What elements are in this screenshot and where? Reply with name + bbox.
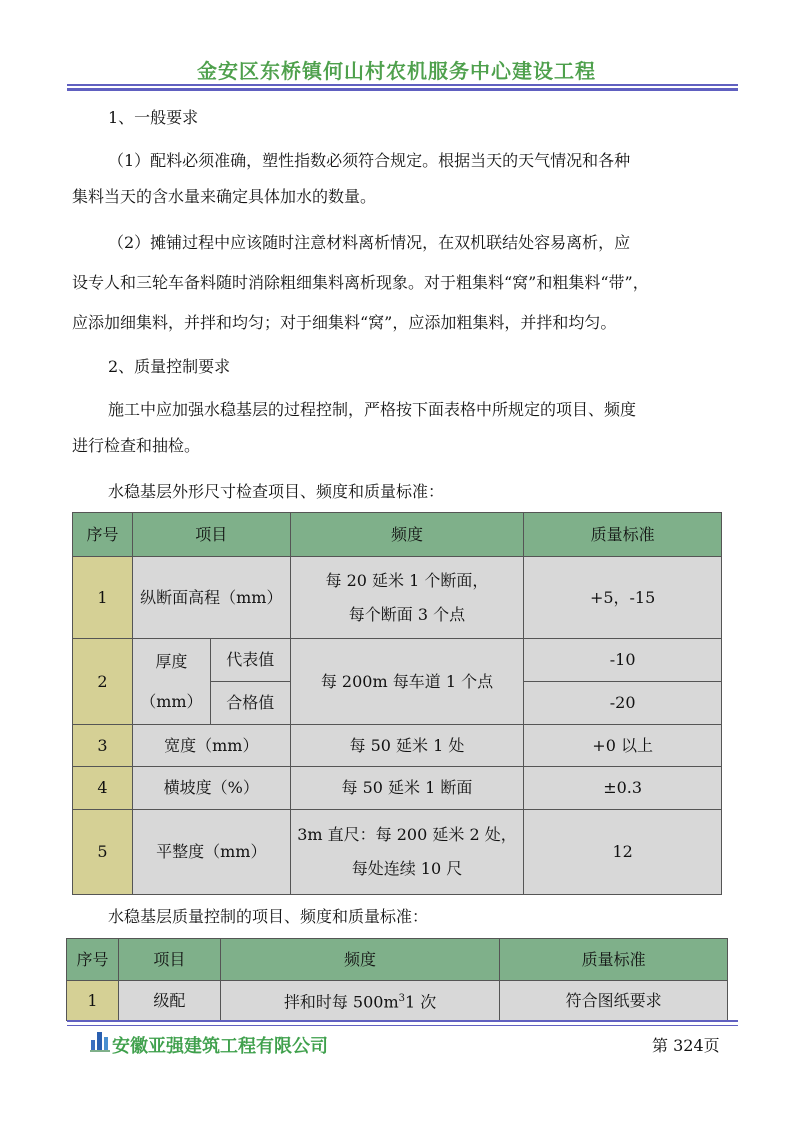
frequency-suffix: 1 次 xyxy=(405,992,437,1012)
header-cell-frequency: 频度 xyxy=(220,939,500,981)
sub-item-qualified: 合格值 xyxy=(210,682,290,725)
paragraph-2-line-2: 设专人和三轮车备料随时消除粗细集料离析现象。对于粗集料“窝”和粗集料“带”， xyxy=(72,273,649,292)
row-item: 纵断面高程（mm） xyxy=(132,557,290,639)
header-cell-index: 序号 xyxy=(67,939,119,981)
quality-control-table xyxy=(66,938,728,1021)
row-standard: 符合图纸要求 xyxy=(500,981,728,1021)
row-frequency xyxy=(220,981,500,1021)
header-cell-standard: 质量标准 xyxy=(500,939,728,981)
row-frequency: 每 200m 每车道 1 个点 xyxy=(290,639,524,725)
row-item: 宽度（mm） xyxy=(132,725,290,767)
row-index: 5 xyxy=(73,810,133,895)
dimension-check-table xyxy=(72,512,722,895)
row-index: 2 xyxy=(73,639,133,725)
header-title: 金安区东桥镇何山村农机服务中心建设工程 xyxy=(197,59,596,83)
thickness-label: 厚度 xyxy=(155,651,188,671)
frequency-line-1: 3m 直尺：每 200 延米 2 处， xyxy=(297,825,517,844)
header-cell-item: 项目 xyxy=(132,513,290,557)
frequency-superscript: 3 xyxy=(398,992,406,1004)
header-rule-thick xyxy=(67,88,738,91)
row-frequency xyxy=(290,557,524,639)
row-item: 级配 xyxy=(118,981,220,1021)
paragraph-3-line-1: 施工中应加强水稳基层的过程控制，严格按下面表格中所规定的项目、频度 xyxy=(108,400,637,419)
table-2-caption: 水稳基层质量控制的项目、频度和质量标准： xyxy=(108,907,429,926)
row-frequency xyxy=(290,810,524,895)
row-standard-qualified: -20 xyxy=(524,682,722,725)
row-standard: +0 以上 xyxy=(524,725,722,767)
table-row xyxy=(73,810,722,895)
frequency-line-2: 每个断面 3 个点 xyxy=(348,604,466,624)
footer-rule-thin xyxy=(67,1025,738,1026)
row-standard: 12 xyxy=(524,810,722,895)
row-frequency: 每 50 延米 1 断面 xyxy=(290,767,524,810)
row-standard: +5，-15 xyxy=(524,557,722,639)
table-row xyxy=(73,725,722,767)
thickness-unit: （mm） xyxy=(140,691,203,711)
header-rule-thin xyxy=(67,84,738,86)
row-frequency: 每 50 延米 1 处 xyxy=(290,725,524,767)
row-index: 3 xyxy=(73,725,133,767)
row-item: 横坡度（%） xyxy=(132,767,290,810)
table-row xyxy=(73,639,722,682)
footer-company-name: 安徽亚强建筑工程有限公司 xyxy=(112,1036,328,1057)
sub-item-representative: 代表值 xyxy=(210,639,290,682)
paragraph-1-line-2: 集料当天的含水量来确定具体加水的数量。 xyxy=(72,187,377,206)
section-heading-1: 1、一般要求 xyxy=(108,108,199,127)
table-1-caption: 水稳基层外形尺寸检查项目、频度和质量标准： xyxy=(108,482,445,501)
table-row xyxy=(67,981,728,1021)
row-item: 平整度（mm） xyxy=(132,810,290,895)
footer-rule-thick xyxy=(67,1020,738,1022)
table-header-row xyxy=(67,939,728,981)
row-index: 4 xyxy=(73,767,133,810)
paragraph-2-line-1: （2）摊铺过程中应该随时注意材料离析情况，在双机联结处容易离析，应 xyxy=(108,233,631,252)
row-standard: ±0.3 xyxy=(524,767,722,810)
paragraph-1-line-1: （1）配料必须准确，塑性指数必须符合规定。根据当天的天气情况和各种 xyxy=(108,151,631,170)
header-cell-frequency: 频度 xyxy=(290,513,524,557)
frequency-line-2: 每处连续 10 尺 xyxy=(351,859,463,878)
footer-page-number: 第 324页 xyxy=(652,1036,720,1055)
frequency-line-1: 每 20 延米 1 个断面， xyxy=(325,570,489,590)
table-header-row xyxy=(73,513,722,557)
row-item-thickness xyxy=(132,639,210,725)
row-standard-representative: -10 xyxy=(524,639,722,682)
section-heading-2: 2、质量控制要求 xyxy=(108,357,231,376)
paragraph-3-line-2: 进行检查和抽检。 xyxy=(72,436,201,455)
frequency-prefix: 拌和时每 500m xyxy=(283,992,399,1012)
paragraph-2-line-3: 应添加细集料，并拌和均匀；对于细集料“窝”，应添加粗集料，并拌和均匀。 xyxy=(72,313,617,332)
table-row xyxy=(73,767,722,810)
header-cell-standard: 质量标准 xyxy=(524,513,722,557)
row-index: 1 xyxy=(67,981,119,1021)
row-index: 1 xyxy=(73,557,133,639)
header-cell-index: 序号 xyxy=(73,513,133,557)
building-logo-icon xyxy=(90,1030,110,1052)
table-row xyxy=(73,557,722,639)
header-cell-item: 项目 xyxy=(118,939,220,981)
